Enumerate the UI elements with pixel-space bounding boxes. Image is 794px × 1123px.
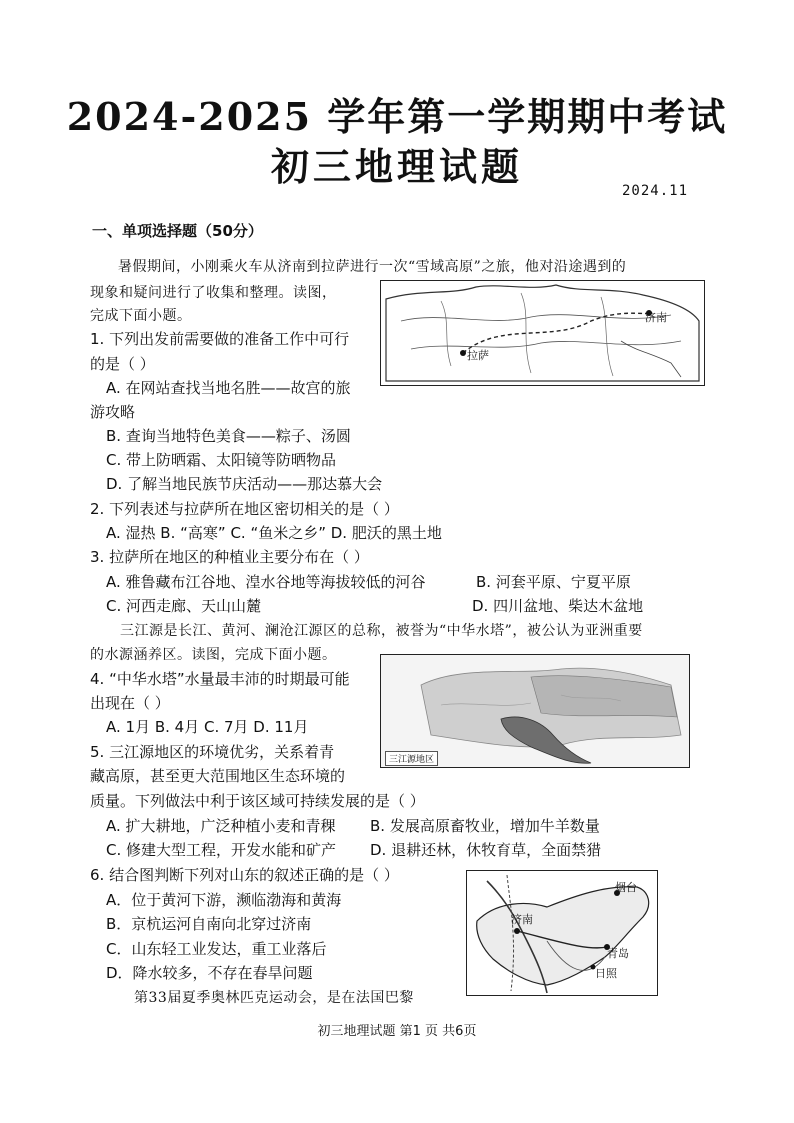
passage2-line2: 的水源涵养区。读图，完成下面小题。 (90, 647, 337, 663)
label-lhasa: 拉萨 (467, 349, 489, 362)
q5-option-b: B. 发展高原畜牧业，增加牛羊数量 (370, 817, 600, 835)
q3-option-b: B. 河套平原、宁夏平原 (476, 573, 631, 591)
q1-option-a-line1: A. 在网站查找当地名胜——故宫的旅 (106, 379, 351, 397)
q4-stem-line2: 出现在（ ） (90, 694, 170, 712)
q6-option-a: A．位于黄河下游，濒临渤海和黄海 (106, 891, 342, 909)
q3-option-a: A. 雅鲁藏布江谷地、湟水谷地等海拔较低的河谷 (106, 573, 426, 591)
label-qingdao: 青岛 (607, 947, 629, 960)
passage1-line2: 现象和疑问进行了收集和整理。读图， (90, 285, 337, 301)
label-jinan: 济南 (645, 311, 667, 324)
q5-option-d: D. 退耕还林，休牧育草，全面禁猎 (370, 841, 602, 859)
page-footer: 初三地理试题 第1 页 共6页 (317, 1024, 477, 1039)
sanjiangyuan-map (380, 654, 690, 768)
q4-options: A. 1月 B. 4月 C. 7月 D. 11月 (106, 718, 309, 736)
q6-option-b: B．京杭运河自南向北穿过济南 (106, 915, 312, 933)
q5-stem-line2: 藏高原，甚至更大范围地区生态环境的 (90, 767, 346, 785)
q4-stem-line1: 4. “中华水塔”水量最丰沛的时期最可能 (90, 670, 350, 688)
china-route-map-graphic (381, 281, 704, 385)
q2-stem: 2. 下列表述与拉萨所在地区密切相关的是（ ） (90, 500, 399, 518)
q1-option-a-line2: 游攻略 (90, 403, 136, 421)
q6-option-d: D．降水较多，不存在春旱问题 (106, 964, 313, 982)
q5-option-c: C. 修建大型工程，开发水能和矿产 (106, 841, 337, 859)
exam-date: 2024.11 (622, 183, 689, 199)
q1-option-c: C. 带上防晒霜、太阳镜等防晒物品 (106, 451, 337, 469)
q2-options: A. 湿热 B. “高寒” C. “鱼米之乡” D. 肥沃的黑土地 (106, 524, 442, 542)
q1-stem-line1: 1. 下列出发前需要做的准备工作中可行 (90, 330, 350, 348)
passage1-line1: 暑假期间，小刚乘火车从济南到拉萨进行一次“雪域高原”之旅，他对沿途遇到的 (118, 259, 627, 275)
q3-option-d: D. 四川盆地、柴达木盆地 (472, 597, 644, 615)
label-rizhao: 日照 (595, 967, 617, 980)
label-jinan-shandong: 济南 (511, 913, 533, 926)
exam-subtitle: 初三地理试题 (270, 144, 523, 189)
q3-option-c: C. 河西走廊、天山山麓 (106, 597, 262, 615)
q1-stem-line2: 的是（ ） (90, 355, 155, 373)
q1-option-b: B. 查询当地特色美食——粽子、汤圆 (106, 427, 351, 445)
q1-option-d: D. 了解当地民族节庆活动——那达慕大会 (106, 475, 383, 493)
q6-option-c: C．山东轻工业发达，重工业落后 (106, 940, 327, 958)
exam-title: 2024-2025 学年第一学期期中考试 (66, 94, 728, 139)
q5-stem-line3: 质量。下列做法中利于该区域可持续发展的是（ ） (90, 792, 425, 810)
shandong-map (466, 870, 658, 996)
q6-stem: 6. 结合图判断下列对山东的叙述正确的是（ ） (90, 866, 399, 884)
q5-option-a: A. 扩大耕地，广泛种植小麦和青稞 (106, 817, 336, 835)
sanjiangyuan-legend: 三江源地区 (385, 751, 438, 766)
passage3-line1: 第33届夏季奥林匹克运动会，是在法国巴黎 (134, 990, 414, 1006)
q3-stem: 3. 拉萨所在地区的种植业主要分布在（ ） (90, 548, 369, 566)
china-route-map (380, 280, 705, 386)
q5-stem-line1: 5. 三江源地区的环境优劣，关系着青 (90, 743, 335, 761)
passage1-line3: 完成下面小题。 (90, 308, 192, 324)
section-heading: 一、单项选择题（50分） (92, 222, 263, 240)
label-yantai: 烟台 (615, 881, 637, 894)
passage2-line1: 三江源是长江、黄河、澜沧江源区的总称，被誉为“中华水塔”，被公认为亚洲重要 (120, 623, 643, 639)
